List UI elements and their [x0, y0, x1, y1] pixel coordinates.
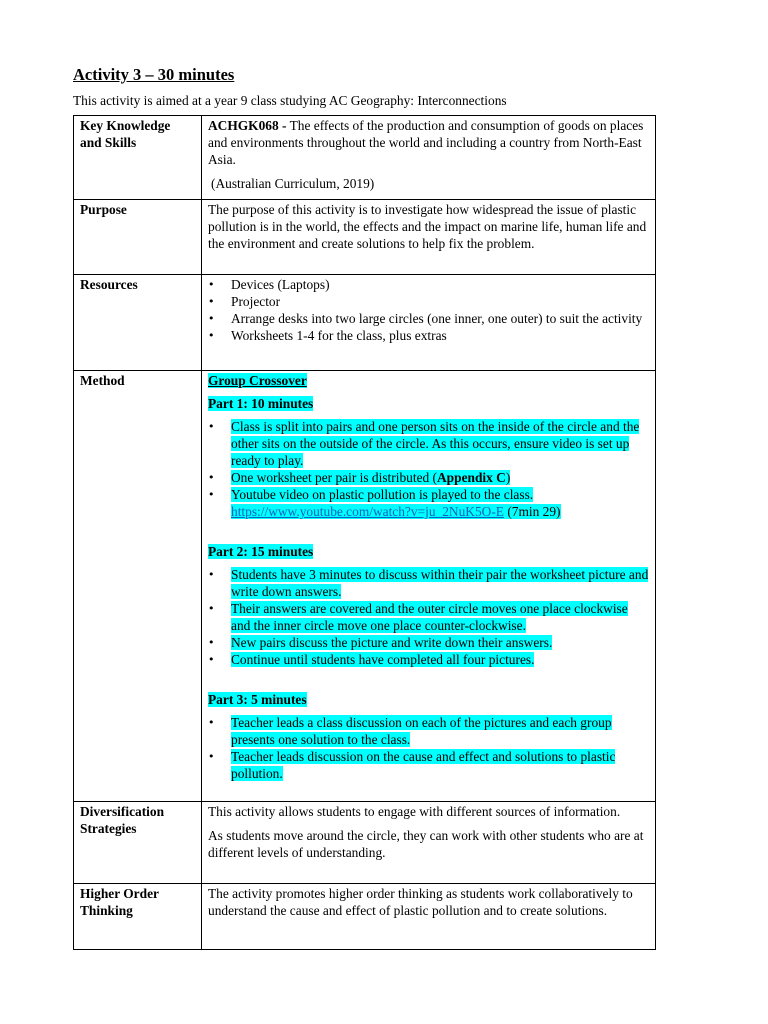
- part3-list: [208, 714, 649, 782]
- row-key-knowledge: [74, 116, 656, 200]
- youtube-video-link[interactable]: https://www.youtube.com/watch?v=ju_2NuK5O-E: [231, 504, 504, 519]
- part2-title: Part 2: 15 minutes: [208, 544, 314, 559]
- cell-key-knowledge: [202, 116, 656, 200]
- method-heading: Group Crossover: [208, 373, 307, 388]
- label-purpose: Purpose: [74, 200, 202, 275]
- diversification-p1: This activity allows students to engage with different sources of information.: [208, 804, 621, 819]
- cell-higher-order: [202, 884, 656, 950]
- list-item: • Arrange desks into two large circles (one inner, one outer) to suit the activity: [208, 310, 649, 327]
- row-method: [74, 371, 656, 802]
- list-item: • Teacher leads a class discussion on each of the pictures and each group presents one solution to the class.: [208, 714, 649, 748]
- curriculum-code: ACHGK068 -: [208, 118, 287, 133]
- row-higher-order: [74, 884, 656, 950]
- label-diversification: Diversification Strategies: [74, 802, 202, 884]
- list-item: • Youtube video on plastic pollution is played to the class. https://www.youtube.com/watch?v=ju_2NuK5O-E (7min 29): [208, 486, 649, 520]
- list-item: • Projector: [208, 293, 649, 310]
- list-item: • Teacher leads discussion on the cause and effect and solutions to plastic pollution.: [208, 748, 649, 782]
- list-item: • Their answers are covered and the outer circle moves one place clockwise and the inner circle move one place counter-clockwise.: [208, 600, 649, 634]
- diversification-p2: As students move around the circle, they can work with other students who are at different levels of understanding.: [208, 828, 644, 860]
- curriculum-citation: (Australian Curriculum, 2019): [211, 176, 375, 191]
- list-item: • Students have 3 minutes to discuss within their pair the worksheet picture and write down answers.: [208, 566, 649, 600]
- lesson-plan-table: [73, 115, 656, 950]
- cell-diversification: [202, 802, 656, 884]
- label-resources: Resources: [74, 275, 202, 371]
- label-key-knowledge: Key Knowledge and Skills: [74, 116, 202, 200]
- row-purpose: [74, 200, 656, 275]
- curriculum-descriptor: [208, 117, 649, 168]
- appendix-reference: Appendix C: [437, 470, 506, 485]
- row-diversification: [74, 802, 656, 884]
- purpose-text: The purpose of this activity is to investigate how widespread the issue of plastic pollution is in the world, the effects and the impact on marine life, human life and the environment and create solutions to help fix the problem.: [208, 202, 647, 251]
- curriculum-text: The effects of the production and consumption of goods on places and environments throughout the world and including a country from North-East Asia.: [208, 118, 644, 167]
- row-resources: [74, 275, 656, 371]
- cell-resources: [202, 275, 656, 371]
- cell-purpose: [202, 200, 656, 275]
- part2-list: [208, 566, 649, 668]
- list-item: • Continue until students have completed all four pictures.: [208, 651, 649, 668]
- activity-intro: This activity is aimed at a year 9 class studying AC Geography: Interconnections: [73, 93, 507, 108]
- activity-title: Activity 3 – 30 minutes: [73, 65, 235, 84]
- label-method: Method: [74, 371, 202, 802]
- resources-list: [208, 276, 649, 344]
- part3-title: Part 3: 5 minutes: [208, 692, 307, 707]
- list-item: • New pairs discuss the picture and write down their answers.: [208, 634, 649, 651]
- higher-order-text: The activity promotes higher order thinking as students work collaboratively to understand the cause and effect of plastic pollution and to create solutions.: [208, 886, 633, 918]
- list-item: • Class is split into pairs and one person sits on the inside of the circle and the other sits on the outside of the circle. As this occurs, ensure video is set up ready to play.: [208, 418, 649, 469]
- part1-list: [208, 418, 649, 520]
- label-higher-order: Higher Order Thinking: [74, 884, 202, 950]
- cell-method: [202, 371, 656, 802]
- list-item: • Devices (Laptops): [208, 276, 649, 293]
- list-item: • Worksheets 1-4 for the class, plus extras: [208, 327, 649, 344]
- part1-title: Part 1: 10 minutes: [208, 396, 314, 411]
- list-item: • One worksheet per pair is distributed (Appendix C): [208, 469, 649, 486]
